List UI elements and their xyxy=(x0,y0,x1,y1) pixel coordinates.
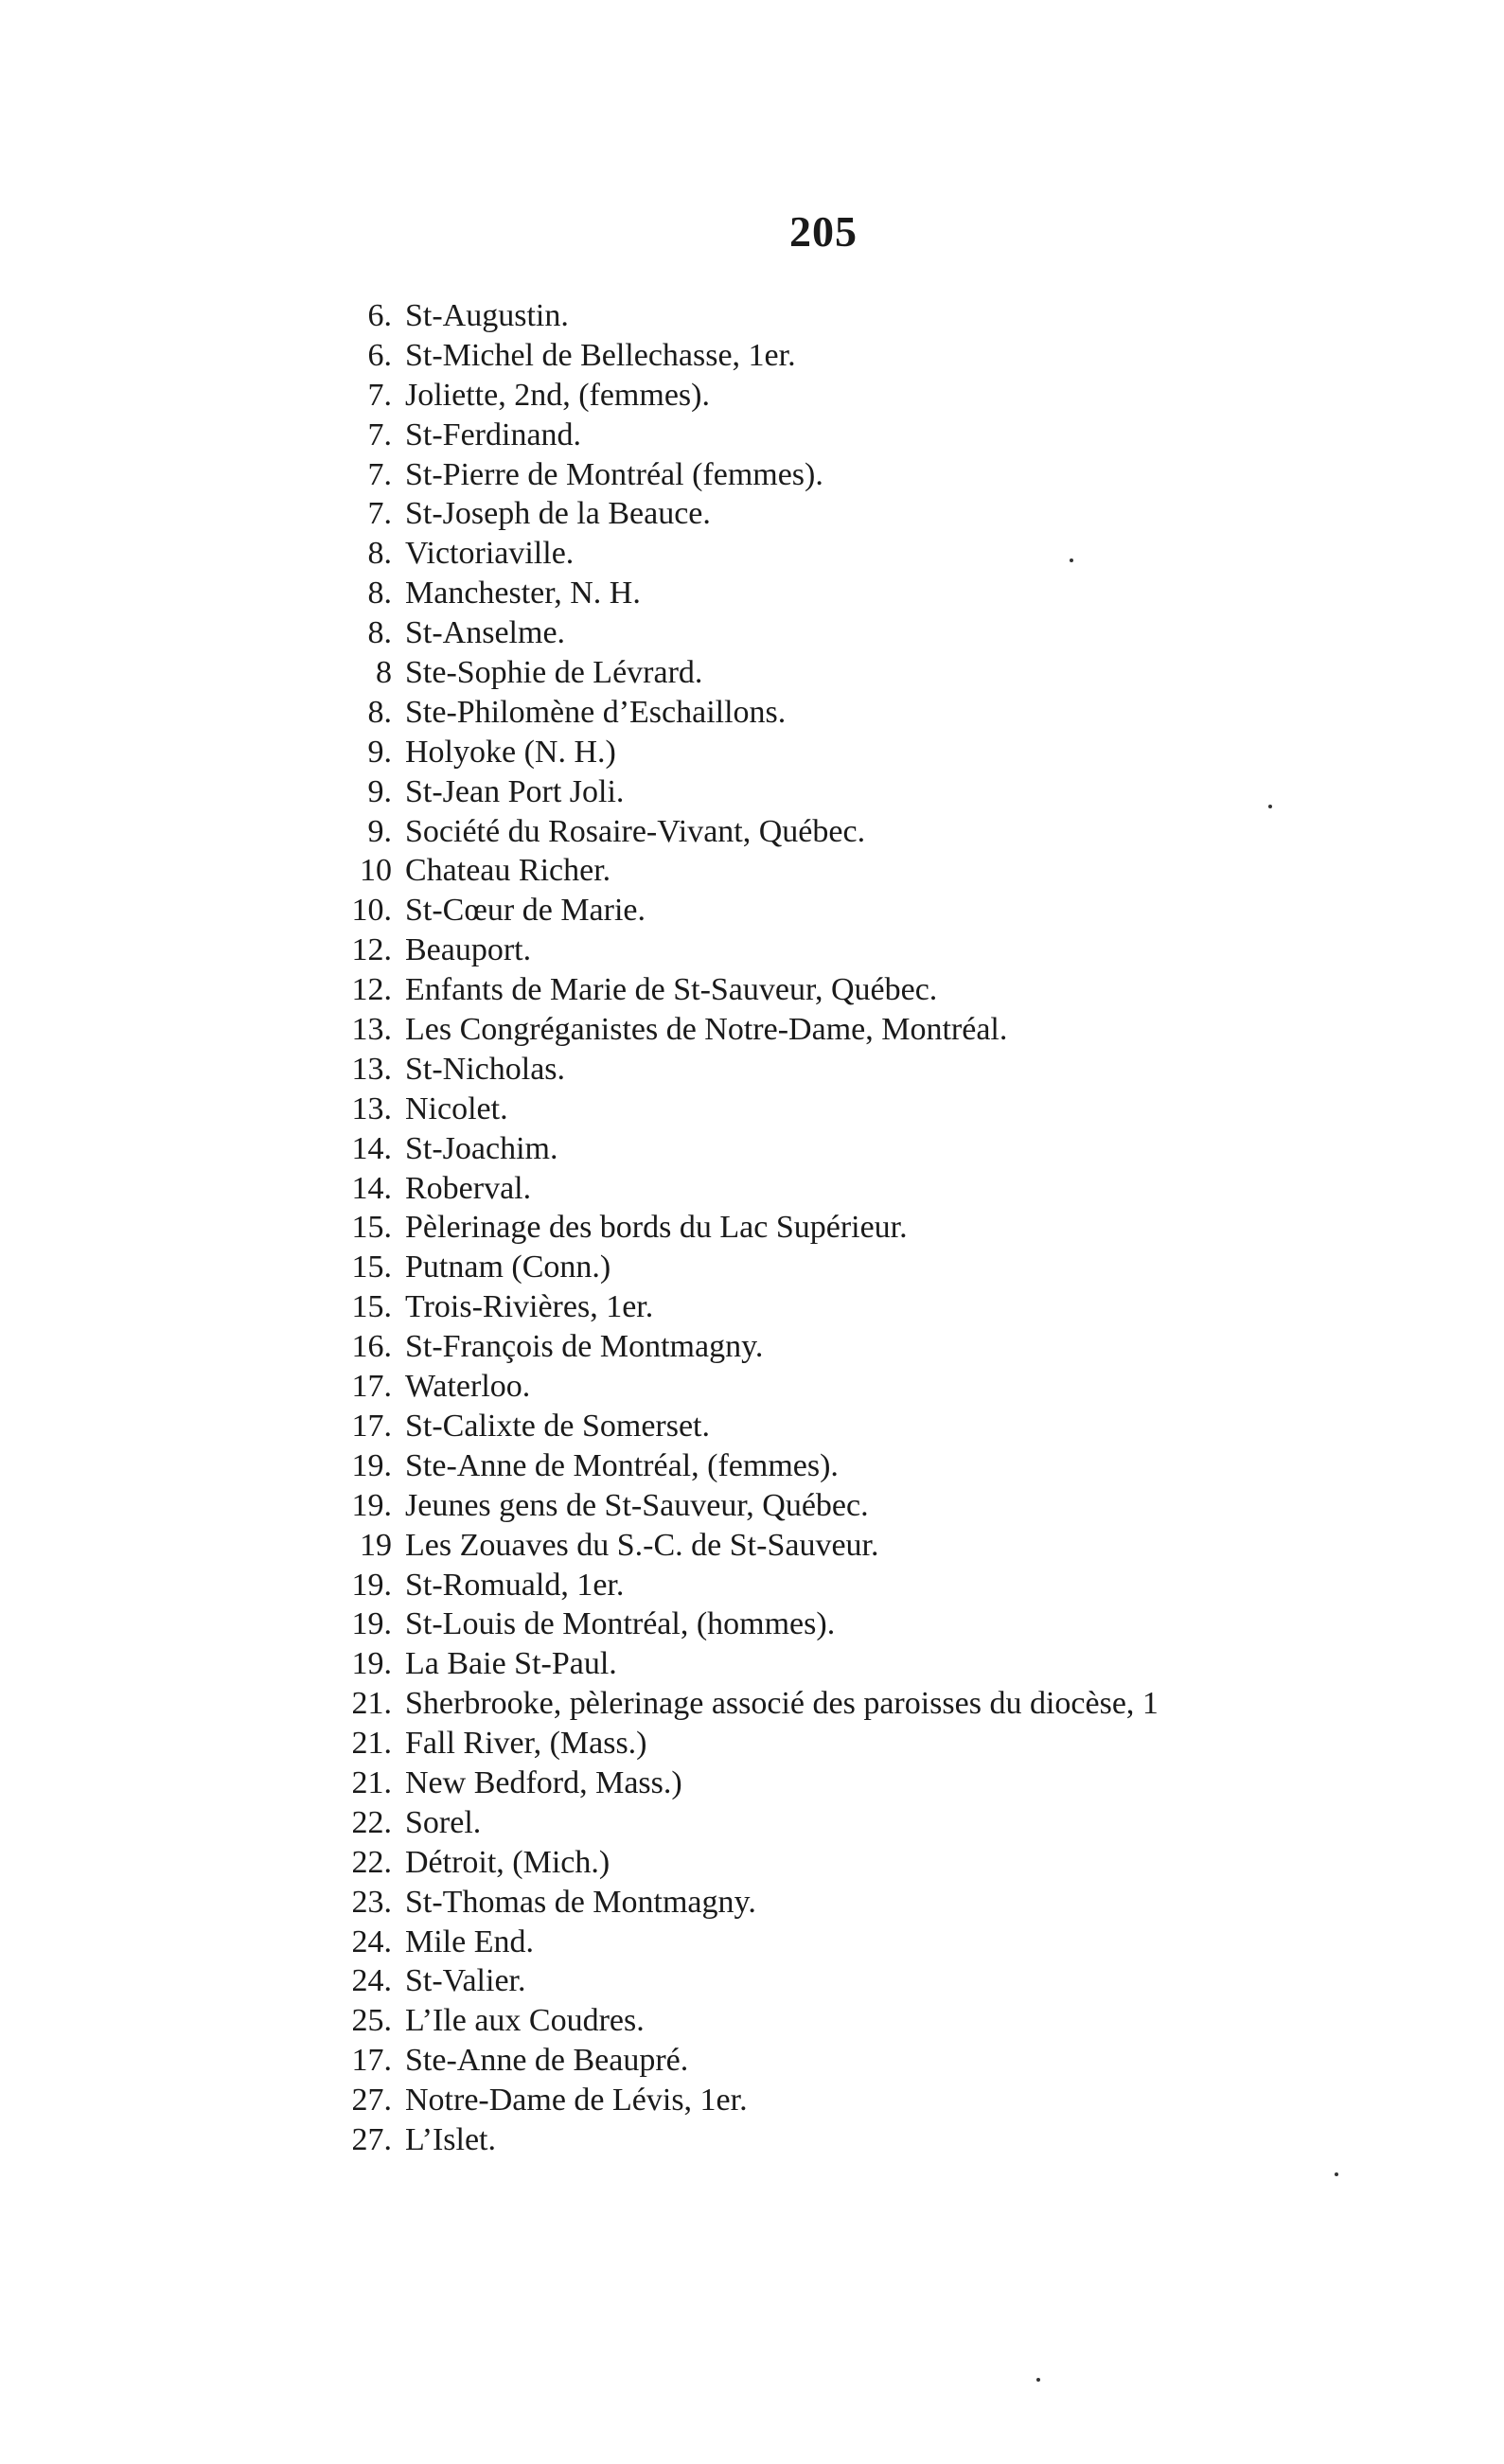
list-item xyxy=(322,1010,1477,1050)
entry-text: Chateau Richer. xyxy=(405,853,611,889)
entry-text: Putnam (Conn.) xyxy=(405,1250,611,1285)
print-speck xyxy=(1335,2172,1338,2176)
entry-text: Ste-Anne de Beaupré. xyxy=(405,2043,689,2079)
entry-text: St-Cœur de Marie. xyxy=(405,893,646,929)
page-number: 205 xyxy=(789,207,858,256)
list-item xyxy=(322,296,1477,336)
entry-date: 10. xyxy=(351,893,392,929)
entry-text: St-Michel de Bellechasse, 1er. xyxy=(405,337,796,373)
entry-text: Société du Rosaire-Vivant, Québec. xyxy=(405,813,866,849)
entry-date: 17. xyxy=(351,1408,392,1444)
list-item xyxy=(322,1446,1477,1486)
entry-text: Fall River, (Mass.) xyxy=(405,1726,647,1762)
entry-date: 13. xyxy=(351,1090,392,1126)
list-item xyxy=(322,1208,1477,1248)
entry-date: 6. xyxy=(367,298,392,333)
entry-date: 24. xyxy=(351,1963,392,1999)
entry-date: 17. xyxy=(351,2043,392,2079)
entry-date: 25. xyxy=(351,2003,392,2039)
entry-text: Nicolet. xyxy=(405,1090,508,1126)
entry-text: L’Ile aux Coudres. xyxy=(405,2003,645,2039)
pilgrimage-list xyxy=(322,296,1477,2160)
entry-date: 13. xyxy=(351,1012,392,1048)
entry-date: 16. xyxy=(351,1329,392,1365)
entry-date: 24. xyxy=(351,1923,392,1959)
entry-text: Victoriaville. xyxy=(405,536,575,572)
list-item xyxy=(322,1961,1477,2001)
entry-date: 13. xyxy=(351,1051,392,1087)
entry-text: Manchester, N. H. xyxy=(405,576,641,612)
list-item xyxy=(322,851,1477,891)
entry-text: Joliette, 2nd, (femmes). xyxy=(405,377,710,413)
entry-text: Enfants de Marie de St-Sauveur, Québec. xyxy=(405,972,938,1008)
list-item xyxy=(322,653,1477,693)
list-item xyxy=(322,1486,1477,1526)
list-item xyxy=(322,336,1477,376)
list-item xyxy=(322,772,1477,812)
entry-date: 19. xyxy=(351,1606,392,1642)
entry-text: Les Zouaves du S.-C. de St-Sauveur. xyxy=(405,1527,879,1563)
entry-date: 7. xyxy=(367,377,392,413)
list-item xyxy=(322,1248,1477,1287)
entry-text: Ste-Philomène d’Eschaillons. xyxy=(405,694,787,730)
entry-date: 22. xyxy=(351,1804,392,1840)
list-item xyxy=(322,2001,1477,2041)
entry-date: 7. xyxy=(367,496,392,532)
entry-text: Jeunes gens de St-Sauveur, Québec. xyxy=(405,1487,869,1523)
entry-date: 19. xyxy=(351,1487,392,1523)
list-item xyxy=(322,613,1477,653)
entry-date: 23. xyxy=(351,1884,392,1920)
entry-date: 7. xyxy=(367,417,392,452)
list-item xyxy=(322,1724,1477,1764)
entry-date: 7. xyxy=(367,456,392,492)
entry-text: St-Anselme. xyxy=(405,615,566,651)
entry-text: Détroit, (Mich.) xyxy=(405,1844,610,1880)
entry-text: Notre-Dame de Lévis, 1er. xyxy=(405,2083,748,2118)
entry-date: 12. xyxy=(351,972,392,1008)
list-item xyxy=(322,2041,1477,2081)
entry-text: Ste-Sophie de Lévrard. xyxy=(405,655,703,691)
list-item xyxy=(322,1883,1477,1923)
list-item xyxy=(322,1526,1477,1566)
entry-date: 17. xyxy=(351,1369,392,1405)
list-item xyxy=(322,1169,1477,1209)
list-item xyxy=(322,1684,1477,1724)
entry-date: 10 xyxy=(360,853,392,889)
entry-date: 27. xyxy=(351,2121,392,2157)
entry-text: St-Ferdinand. xyxy=(405,417,582,452)
entry-text: St-Pierre de Montréal (femmes). xyxy=(405,456,823,492)
list-item xyxy=(322,1604,1477,1644)
entry-text: St-Romuald, 1er. xyxy=(405,1567,625,1603)
entry-text: St-Louis de Montréal, (hommes). xyxy=(405,1606,836,1642)
entry-text: Sherbrooke, pèlerinage associé des paroisses du diocèse, 1 xyxy=(405,1686,1159,1722)
list-item xyxy=(322,970,1477,1010)
entry-text: Ste-Anne de Montréal, (femmes). xyxy=(405,1447,839,1483)
list-item xyxy=(322,1407,1477,1446)
entry-text: St-Calixte de Somerset. xyxy=(405,1408,711,1444)
entry-text: Trois-Rivières, 1er. xyxy=(405,1289,654,1325)
entry-date: 21. xyxy=(351,1764,392,1800)
list-item xyxy=(322,1287,1477,1327)
entry-date: 15. xyxy=(351,1289,392,1325)
entry-date: 8. xyxy=(367,576,392,612)
entry-text: Mile End. xyxy=(405,1923,534,1959)
list-item xyxy=(322,891,1477,931)
entry-date: 9. xyxy=(367,734,392,770)
list-item xyxy=(322,1050,1477,1090)
entry-date: 19. xyxy=(351,1646,392,1682)
entry-date: 14. xyxy=(351,1130,392,1166)
entry-date: 6. xyxy=(367,337,392,373)
entry-text: Roberval. xyxy=(405,1170,532,1206)
print-speck xyxy=(1268,805,1272,808)
entry-text: Pèlerinage des bords du Lac Supérieur. xyxy=(405,1210,908,1246)
entry-date: 8. xyxy=(367,615,392,651)
entry-text: St-Augustin. xyxy=(405,298,569,333)
entry-text: St-Joseph de la Beauce. xyxy=(405,496,711,532)
entry-text: St-François de Montmagny. xyxy=(405,1329,764,1365)
list-item xyxy=(322,1803,1477,1843)
entry-date: 9. xyxy=(367,773,392,809)
list-item xyxy=(322,1764,1477,1803)
entry-text: Holyoke (N. H.) xyxy=(405,734,616,770)
list-item xyxy=(322,1843,1477,1883)
list-item xyxy=(322,574,1477,613)
entry-text: St-Jean Port Joli. xyxy=(405,773,625,809)
list-item xyxy=(322,2120,1477,2160)
list-item xyxy=(322,1129,1477,1169)
list-item xyxy=(322,494,1477,534)
entry-date: 27. xyxy=(351,2083,392,2118)
entry-text: St-Thomas de Montmagny. xyxy=(405,1884,756,1920)
entry-text: Beauport. xyxy=(405,932,532,968)
entry-text: St-Valier. xyxy=(405,1963,526,1999)
list-item xyxy=(322,2081,1477,2120)
entry-date: 9. xyxy=(367,813,392,849)
entry-text: New Bedford, Mass.) xyxy=(405,1764,682,1800)
list-item xyxy=(322,1566,1477,1605)
entry-text: Waterloo. xyxy=(405,1369,531,1405)
entry-date: 22. xyxy=(351,1844,392,1880)
entry-text: Sorel. xyxy=(405,1804,482,1840)
list-item xyxy=(322,1327,1477,1367)
list-item xyxy=(322,376,1477,416)
list-item xyxy=(322,534,1477,574)
list-item xyxy=(322,931,1477,970)
list-item xyxy=(322,733,1477,772)
list-item xyxy=(322,416,1477,455)
entry-date: 21. xyxy=(351,1686,392,1722)
list-item xyxy=(322,1367,1477,1407)
entry-date: 19. xyxy=(351,1447,392,1483)
list-item xyxy=(322,693,1477,733)
entry-text: La Baie St-Paul. xyxy=(405,1646,617,1682)
print-speck xyxy=(1070,558,1073,562)
entry-text: St-Nicholas. xyxy=(405,1051,566,1087)
list-item xyxy=(322,1644,1477,1684)
entry-text: L’Islet. xyxy=(405,2121,497,2157)
entry-date: 15. xyxy=(351,1210,392,1246)
list-item xyxy=(322,812,1477,852)
entry-date: 8. xyxy=(367,694,392,730)
print-speck xyxy=(1036,2378,1040,2382)
entry-date: 21. xyxy=(351,1726,392,1762)
list-item xyxy=(322,1923,1477,1962)
entry-date: 8 xyxy=(376,655,392,691)
list-item xyxy=(322,1090,1477,1129)
entry-text: Les Congréganistes de Notre-Dame, Montréal. xyxy=(405,1012,1008,1048)
list-item xyxy=(322,455,1477,495)
entry-date: 19 xyxy=(360,1527,392,1563)
entry-text: St-Joachim. xyxy=(405,1130,558,1166)
entry-date: 19. xyxy=(351,1567,392,1603)
entry-date: 12. xyxy=(351,932,392,968)
entry-date: 14. xyxy=(351,1170,392,1206)
entry-date: 15. xyxy=(351,1250,392,1285)
entry-date: 8. xyxy=(367,536,392,572)
